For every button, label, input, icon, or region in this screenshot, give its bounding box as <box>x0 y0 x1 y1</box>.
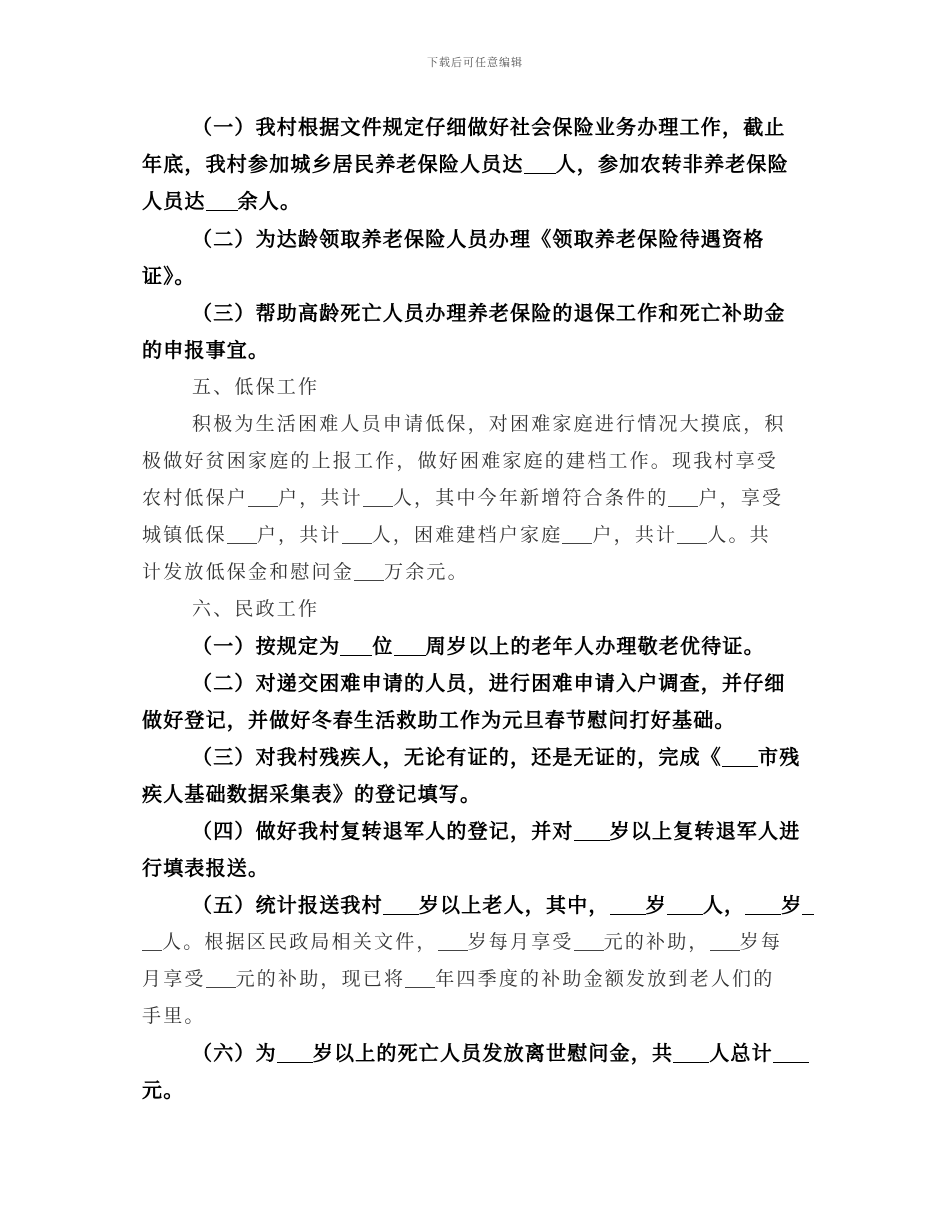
text-line <box>142 628 810 665</box>
text-span: （五）统计报送我村 <box>192 893 383 917</box>
blank-underline <box>142 930 162 951</box>
text-span: 户，共计 <box>256 524 342 546</box>
text-span: 五、低保工作 <box>192 376 320 398</box>
text-span: 极做好贫困家庭的上报工作，做好困难家庭的建档工作。现我村享受 <box>142 450 779 472</box>
text-span: （二）对递交困难申请的人员，进行困难申请入户调查，并仔细 <box>192 671 786 695</box>
paragraph-6-4 <box>142 813 810 887</box>
text-line <box>142 221 810 258</box>
text-span: 的申报事宜。 <box>142 338 270 362</box>
text-span: 人，参加农转非养老保险 <box>555 152 789 176</box>
text-span: 人总计 <box>709 1041 773 1065</box>
text-span: （一）按规定为 <box>192 634 341 658</box>
text-span: 人， <box>702 893 746 917</box>
text-span: 计发放低保金和慰问金 <box>142 561 355 583</box>
blank-underline <box>438 930 468 951</box>
blank-underline <box>227 523 257 544</box>
text-span: （四）做好我村复转退军人的登记，并对 <box>192 819 574 843</box>
text-line <box>142 109 810 146</box>
text-span: 人。根据区民政局相关文件， <box>162 931 438 953</box>
blank-underline <box>342 523 372 544</box>
text-span: 户，共计 <box>278 487 363 509</box>
text-line <box>142 739 810 776</box>
text-line <box>142 554 810 591</box>
blank-underline <box>394 635 426 656</box>
blank-underline <box>710 930 740 951</box>
text-span: 年四季度的补助金额发放到老人们的 <box>435 968 775 990</box>
blank-underline <box>383 894 419 915</box>
text-line <box>142 369 810 406</box>
text-span: 余人。 <box>237 189 302 213</box>
text-span: 岁以上老人，其中， <box>418 893 610 917</box>
paragraph-1 <box>142 109 810 220</box>
text-span: （一）我村根据文件规定仔细做好社会保险业务办理工作，截止 <box>192 115 786 139</box>
text-line <box>142 961 810 998</box>
paragraph-6-2 <box>142 665 810 739</box>
text-line <box>142 887 810 924</box>
text-span: 农村低保户 <box>142 487 249 509</box>
page-header: 下载后可任意编辑 <box>427 56 523 69</box>
text-span: （三）对我村残疾人，无论有证的，还是无证的，完成《 <box>192 745 722 769</box>
text-line <box>142 665 810 702</box>
text-span: 城镇低保 <box>142 524 227 546</box>
text-span: 人员达 <box>142 189 206 213</box>
blank-underline <box>354 560 384 581</box>
text-line <box>142 183 810 220</box>
blank-underline <box>677 523 707 544</box>
paragraph-5 <box>142 406 810 591</box>
blank-underline <box>524 153 556 174</box>
text-span: 元。 <box>142 1078 185 1102</box>
paragraph-3 <box>142 295 810 369</box>
text-line <box>142 591 810 628</box>
text-span: 元的补助，现已将 <box>235 968 406 990</box>
text-line <box>142 332 810 369</box>
text-span: 疾人基础数据采集表》的登记填写。 <box>142 782 482 806</box>
paragraph-6-5-body <box>142 924 810 1035</box>
blank-underline <box>340 635 372 656</box>
paragraph-2 <box>142 221 810 295</box>
blank-underline <box>673 1042 709 1063</box>
text-line <box>142 702 810 739</box>
text-span: 岁 <box>781 893 803 917</box>
blank-underline <box>745 894 781 915</box>
blank-underline <box>277 1042 313 1063</box>
text-line <box>142 998 810 1035</box>
paragraph-6-5-lead <box>142 887 810 924</box>
text-span: 六、民政工作 <box>192 598 320 620</box>
text-line <box>142 517 810 554</box>
text-span: 月享受 <box>142 968 206 990</box>
text-line <box>142 480 810 517</box>
text-span: 市残 <box>758 745 801 769</box>
blank-underline <box>610 894 646 915</box>
text-line <box>142 813 810 850</box>
blank-underline <box>248 486 278 507</box>
text-line <box>142 1072 810 1109</box>
text-span: 万余元。 <box>384 561 469 583</box>
section-heading-5 <box>142 369 810 406</box>
text-span: 位 <box>372 634 394 658</box>
text-span: 做好登记，并做好冬春生活救助工作为元旦春节慰问打好基础。 <box>142 708 736 732</box>
text-span: 年底，我村参加城乡居民养老保险人员达 <box>142 152 524 176</box>
text-span: 岁 <box>645 893 667 917</box>
text-line <box>142 295 810 332</box>
text-span: 岁以上复转退军人进 <box>609 819 801 843</box>
text-span: 人。共 <box>707 524 771 546</box>
text-span: （六）为 <box>192 1041 277 1065</box>
blank-underline <box>773 1042 809 1063</box>
paragraph-6-6 <box>142 1035 810 1109</box>
text-line <box>142 146 810 183</box>
text-span: 行填表报送。 <box>142 856 270 880</box>
text-span: 户，共计 <box>592 524 678 546</box>
text-line <box>142 443 810 480</box>
text-span: 手里。 <box>142 1005 206 1027</box>
text-span: 周岁以上的老年人办理敬老优待证。 <box>425 634 765 658</box>
text-span: 人，困难建档户家庭 <box>371 524 563 546</box>
blank-underline <box>802 894 814 915</box>
text-line <box>142 1035 810 1072</box>
text-span: 岁每 <box>739 931 783 953</box>
blank-underline <box>722 746 758 767</box>
paragraph-6-3 <box>142 739 810 813</box>
blank-underline <box>574 930 604 951</box>
text-span: 元的补助， <box>603 931 710 953</box>
blank-underline <box>363 486 393 507</box>
text-line <box>142 406 810 443</box>
text-span: （二）为达龄领取养老保险人员办理《领取养老保险待遇资格 <box>192 227 765 251</box>
text-span: 积极为生活困难人员申请低保，对困难家庭进行情况大摸底，积 <box>192 413 786 435</box>
paragraph-6-1 <box>142 628 810 665</box>
blank-underline <box>667 894 703 915</box>
text-line <box>142 850 810 887</box>
text-span: 岁每月享受 <box>467 931 574 953</box>
text-line <box>142 924 810 961</box>
text-span: 户，享受 <box>698 487 784 509</box>
text-line <box>142 776 810 813</box>
blank-underline <box>405 967 435 988</box>
blank-underline <box>574 820 610 841</box>
text-line <box>142 258 810 295</box>
blank-underline <box>206 190 238 211</box>
text-span: 人，其中今年新增符合条件的 <box>392 487 669 509</box>
text-span: 证》。 <box>142 264 196 288</box>
blank-underline <box>668 486 698 507</box>
blank-underline <box>206 967 236 988</box>
section-heading-6 <box>142 591 810 628</box>
text-span: （三）帮助高龄死亡人员办理养老保险的退保工作和死亡补助金 <box>192 301 786 325</box>
blank-underline <box>562 523 592 544</box>
text-span: 岁以上的死亡人员发放离世慰问金，共 <box>312 1041 674 1065</box>
